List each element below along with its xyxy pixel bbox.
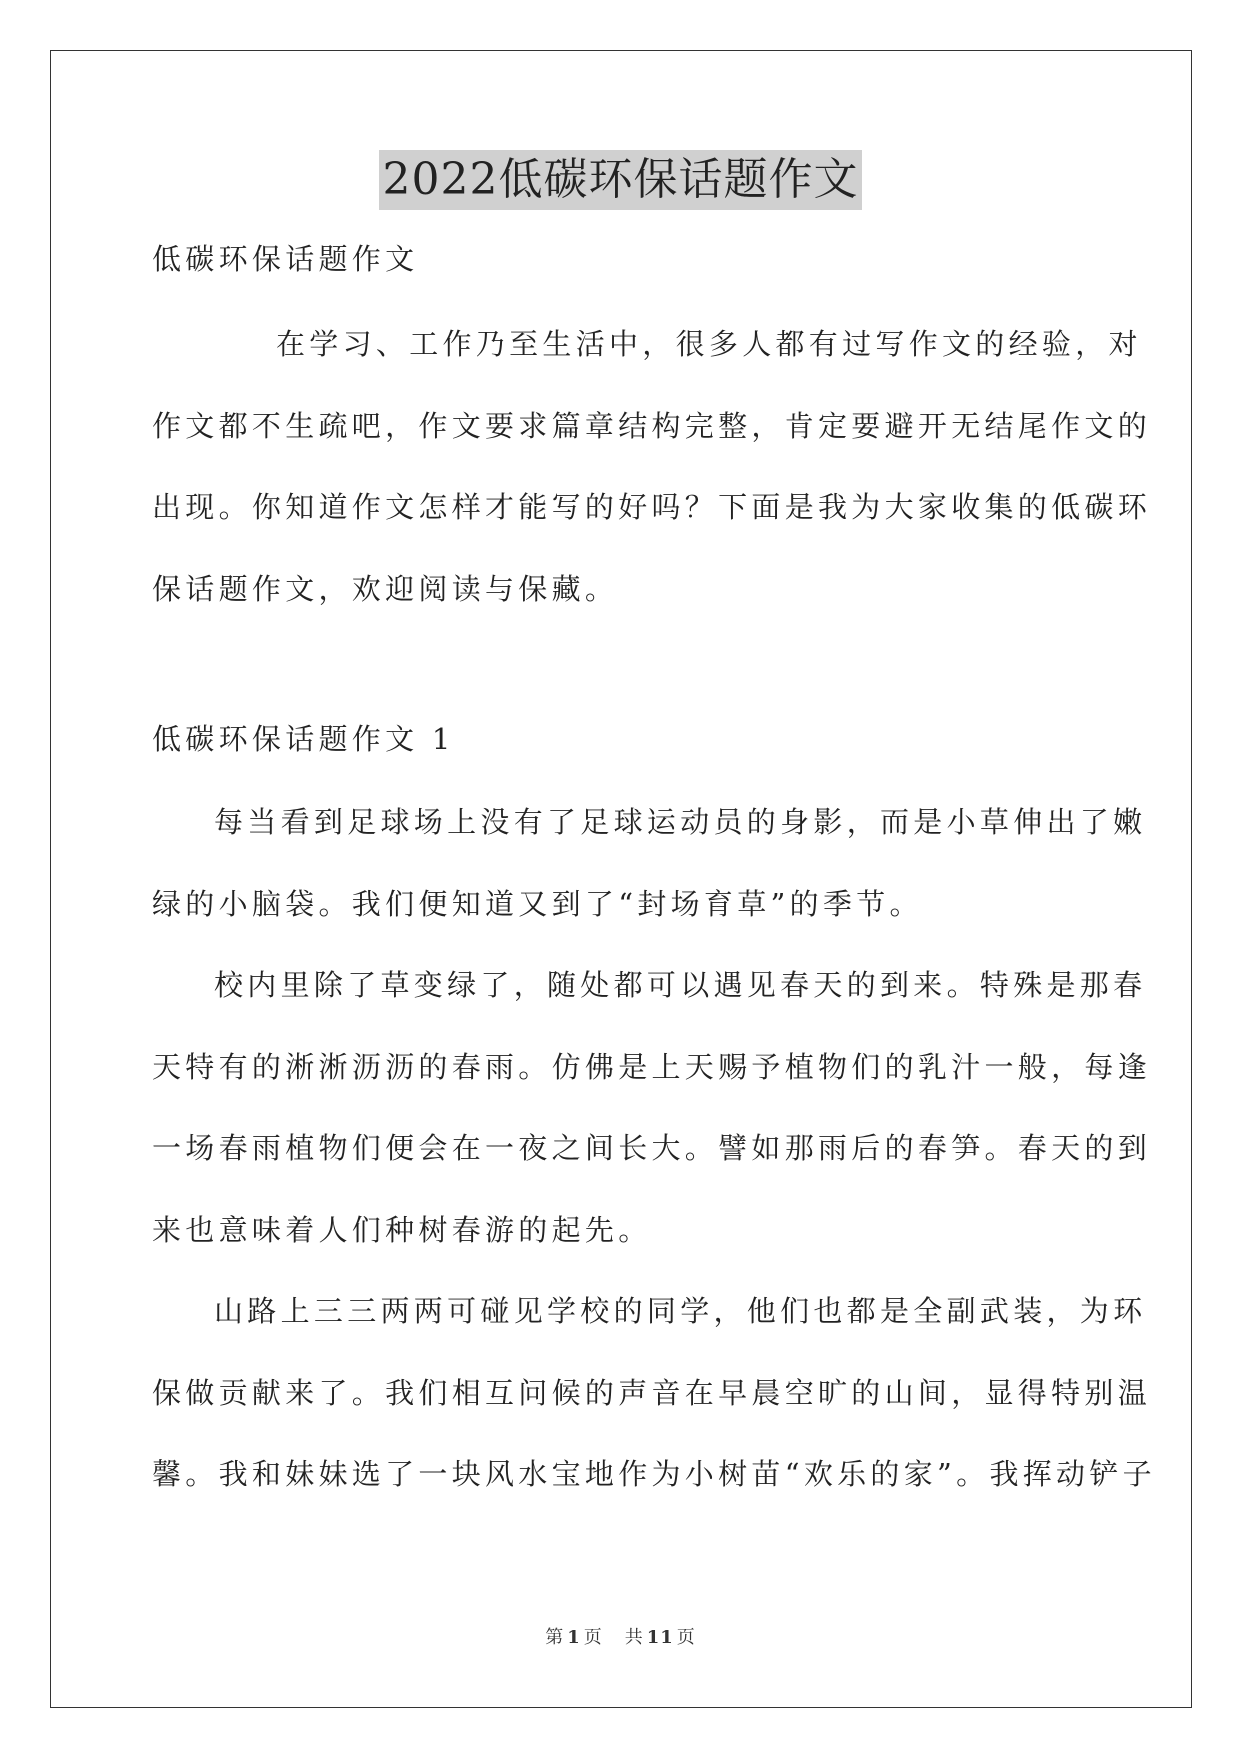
body-paragraph	[152, 1271, 1156, 1516]
page-footer	[0, 1623, 1241, 1649]
footer-total-prefix: 共	[624, 1627, 644, 1648]
paragraph-line: 天特有的淅淅沥沥的春雨。仿佛是上天赐予植物们的乳汁一般，每逢	[152, 1049, 1152, 1084]
subtitle: 低碳环保话题作文	[152, 242, 419, 276]
document-title: 2022低碳环保话题作文	[379, 150, 863, 210]
paragraph-line: 出现。你知道作文怎样才能写的好吗？下面是我为大家收集的低碳环	[152, 490, 1152, 524]
footer-total-suffix: 页	[676, 1627, 696, 1648]
footer-prefix: 第	[545, 1627, 565, 1648]
document-body	[152, 230, 1156, 1516]
paragraph-line: 每当看到足球场上没有了足球运动员的身影，而是小草伸出了嫩	[214, 805, 1147, 839]
paragraph-line: 馨。我和妹妹选了一块风水宝地作为小树苗“欢乐的家”。我挥动铲子	[152, 1457, 1156, 1491]
paragraph-line: 一场春雨植物们便会在一夜之间长大。譬如那雨后的春笋。春天的到	[152, 1131, 1152, 1165]
paragraph-line: 绿的小脑袋。我们便知道又到了“封场育草”的季节。	[152, 886, 923, 921]
section-heading: 低碳环保话题作文 1	[152, 722, 455, 756]
paragraph-line: 保做贡献来了。我们相互问候的声音在早晨空旷的山间，显得特别温	[152, 1375, 1152, 1410]
footer-page-suffix: 页	[583, 1627, 603, 1648]
paragraph-line: 来也意味着人们种树春游的起先。	[152, 1212, 652, 1247]
total-pages: 11	[646, 1627, 674, 1648]
body-paragraph	[152, 782, 1147, 945]
paragraph-line: 校内里除了草变绿了，随处都可以遇见春天的到来。特殊是那春	[214, 968, 1147, 1002]
paragraph-line: 保话题作文，欢迎阅读与保藏。	[152, 571, 619, 606]
paragraph-line: 山路上三三两两可碰见学校的同学，他们也都是全副武装，为环	[214, 1294, 1147, 1328]
paragraph-line: 作文都不生疏吧，作文要求篇章结构完整，肯定要避开无结尾作文的	[152, 408, 1152, 443]
intro-paragraph	[152, 304, 1152, 630]
title-container	[0, 150, 1241, 210]
body-paragraph	[152, 945, 1152, 1271]
paragraph-line: 在学习、工作乃至生活中，很多人都有过写作文的经验，对	[276, 327, 1142, 361]
page-number: 1	[567, 1627, 581, 1648]
spacer	[152, 630, 1092, 710]
